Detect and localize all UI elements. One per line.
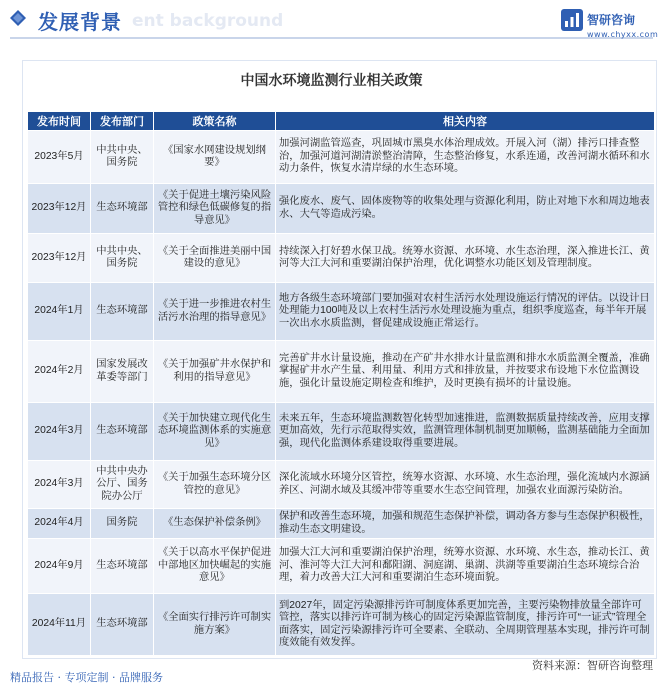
cell-policy-name: 《全面实行排污许可制实施方案》 [154,594,276,656]
table-row [28,461,655,509]
cell-policy-name: 《关于加强生态环境分区管控的意见》 [154,461,276,509]
cell-date: 2024年3月 [28,403,91,461]
cell-dept: 生态环境部 [91,594,154,656]
cell-date: 2024年2月 [28,341,91,403]
cell-policy-name: 《关于以高水平保护促进中部地区加快崛起的实施意见》 [154,539,276,594]
table-row [28,403,655,461]
diamond-icon [10,10,26,26]
cell-policy-name: 《关于全面推进美丽中国建设的意见》 [154,234,276,283]
cell-content: 加强大江大河和重要湖泊保护治理，统筹水资源、水环境、水生态，推动长江、黄河、淮河等大江大河和鄱阳湖、洞庭湖、巢湖、洪湖等重要湖泊生态环境综合治理，着力改善大江大河和重要湖泊生态环境面貌。 [276,539,655,594]
brand-url: www.chyxx.com [587,30,659,39]
column-header: 发布时间 [28,112,91,131]
column-header: 发布部门 [91,112,154,131]
cell-content: 地方各级生态环境部门要加强对农村生活污水处理设施运行情况的评估。以设计日处理能力100吨及以上农村生活污水处理设施为重点，组织季度巡查，每半年开展一次出水水质监测，督促建成设施正常运行。 [276,283,655,341]
cell-content: 加强河湖监管巡查，巩固城市黑臭水体治理成效。开展入河（湖）排污口排查整治，加强河道河湖清淤整治清障，生态整治修复，水系连通，改善河湖水循环和水动力条件，恢复水清岸绿的水生态环境。 [276,131,655,184]
cell-date: 2023年5月 [28,131,91,184]
column-header: 相关内容 [276,112,655,131]
cell-policy-name: 《关于促进土壤污染风险管控和绿色低碳修复的指导意见》 [154,184,276,234]
cell-content: 深化流域水环境分区管控，统筹水资源、水环境、水生态治理，强化流域内水源涵养区、河湖水域及其缓冲带等重要水生态空间管理，加强农业面源污染防治。 [276,461,655,509]
table-title: 中国水环境监测行业相关政策 [240,73,423,89]
cell-date: 2023年12月 [28,184,91,234]
cell-policy-name: 《生态保护补偿条例》 [154,509,276,539]
source-note: 资料来源：智研咨询整理 [532,659,653,672]
cell-date: 2024年4月 [28,509,91,539]
table-row [28,594,655,656]
cell-dept: 国家发展改革委等部门 [91,341,154,403]
cell-content: 保护和改善生态环境，加强和规范生态保护补偿，调动各方参与生态保护积极性，推动生态文明建设。 [276,509,655,539]
cell-content: 完善矿井水计量设施，推动在产矿井水排水计量监测和排水水质监测全覆盖，准确掌握矿井水产生量、利用量、利用方式和排放量，并按要求布设地下水位监测设施，强化计量设施定期检查和维护，及时更换有损坏的计量设施。 [276,341,655,403]
chart-logo-icon [561,9,583,31]
cell-date: 2024年1月 [28,283,91,341]
cell-policy-name: 《国家水网建设规划纲要》 [154,131,276,184]
cell-content: 持续深入打好碧水保卫战。统筹水资源、水环境、水生态治理，深入推进长江、黄河等大江大河和重要湖泊保护治理，优化调整水功能区划及管理制度。 [276,234,655,283]
cell-policy-name: 《关于加强矿井水保护和利用的指导意见》 [154,341,276,403]
header-divider [10,37,653,39]
cell-date: 2024年3月 [28,461,91,509]
table-header-row [28,112,655,131]
table-row [28,283,655,341]
cell-policy-name: 《关于加快建立现代化生态环境监测体系的实施意见》 [154,403,276,461]
cell-content: 强化废水、废气、固体废物等的收集处理与资源化利用，防止对地下水和周边地表水、大气等造成污染。 [276,184,655,234]
cell-dept: 国务院 [91,509,154,539]
cell-content: 未来五年，生态环境监测数智化转型加速推进，监测数据质量持续改善，应用支撑更加高效，先行示范取得实效，监测管理体制机制更加顺畅，监测基础能力全面加强，现代化监测体系建设取得重要进展。 [276,403,655,461]
header-watermark: ent background [132,11,284,31]
cell-dept: 中共中央办公厅、国务院办公厅 [91,461,154,509]
page-header [0,0,663,40]
cell-content: 到2027年，固定污染源排污许可制度体系更加完善，主要污染物排放量全部许可管控，落实以排污许可制为核心的固定污染源监管制度，排污许可“一证式”管理全面落实，固定污染源排污许可全要素、全联动、全周期管理基本实现，排污许可制度效能有效发挥。 [276,594,655,656]
brand-name: 智研咨询 [587,13,636,27]
cell-date: 2024年11月 [28,594,91,656]
cell-date: 2023年12月 [28,234,91,283]
cell-policy-name: 《关于进一步推进农村生活污水治理的指导意见》 [154,283,276,341]
page-title: 发展背景 [38,10,122,34]
column-header: 政策名称 [154,112,276,131]
table-row [28,184,655,234]
table-row [28,509,655,539]
policy-table [27,111,655,656]
table-row [28,341,655,403]
cell-dept: 生态环境部 [91,403,154,461]
footer-tagline: 精品报告 · 专项定制 · 品牌服务 [10,671,163,684]
table-row [28,234,655,283]
cell-dept: 中共中央、国务院 [91,234,154,283]
cell-date: 2024年9月 [28,539,91,594]
cell-dept: 生态环境部 [91,184,154,234]
cell-dept: 生态环境部 [91,539,154,594]
table-row [28,131,655,184]
table-row [28,539,655,594]
cell-dept: 中共中央、国务院 [91,131,154,184]
cell-dept: 生态环境部 [91,283,154,341]
